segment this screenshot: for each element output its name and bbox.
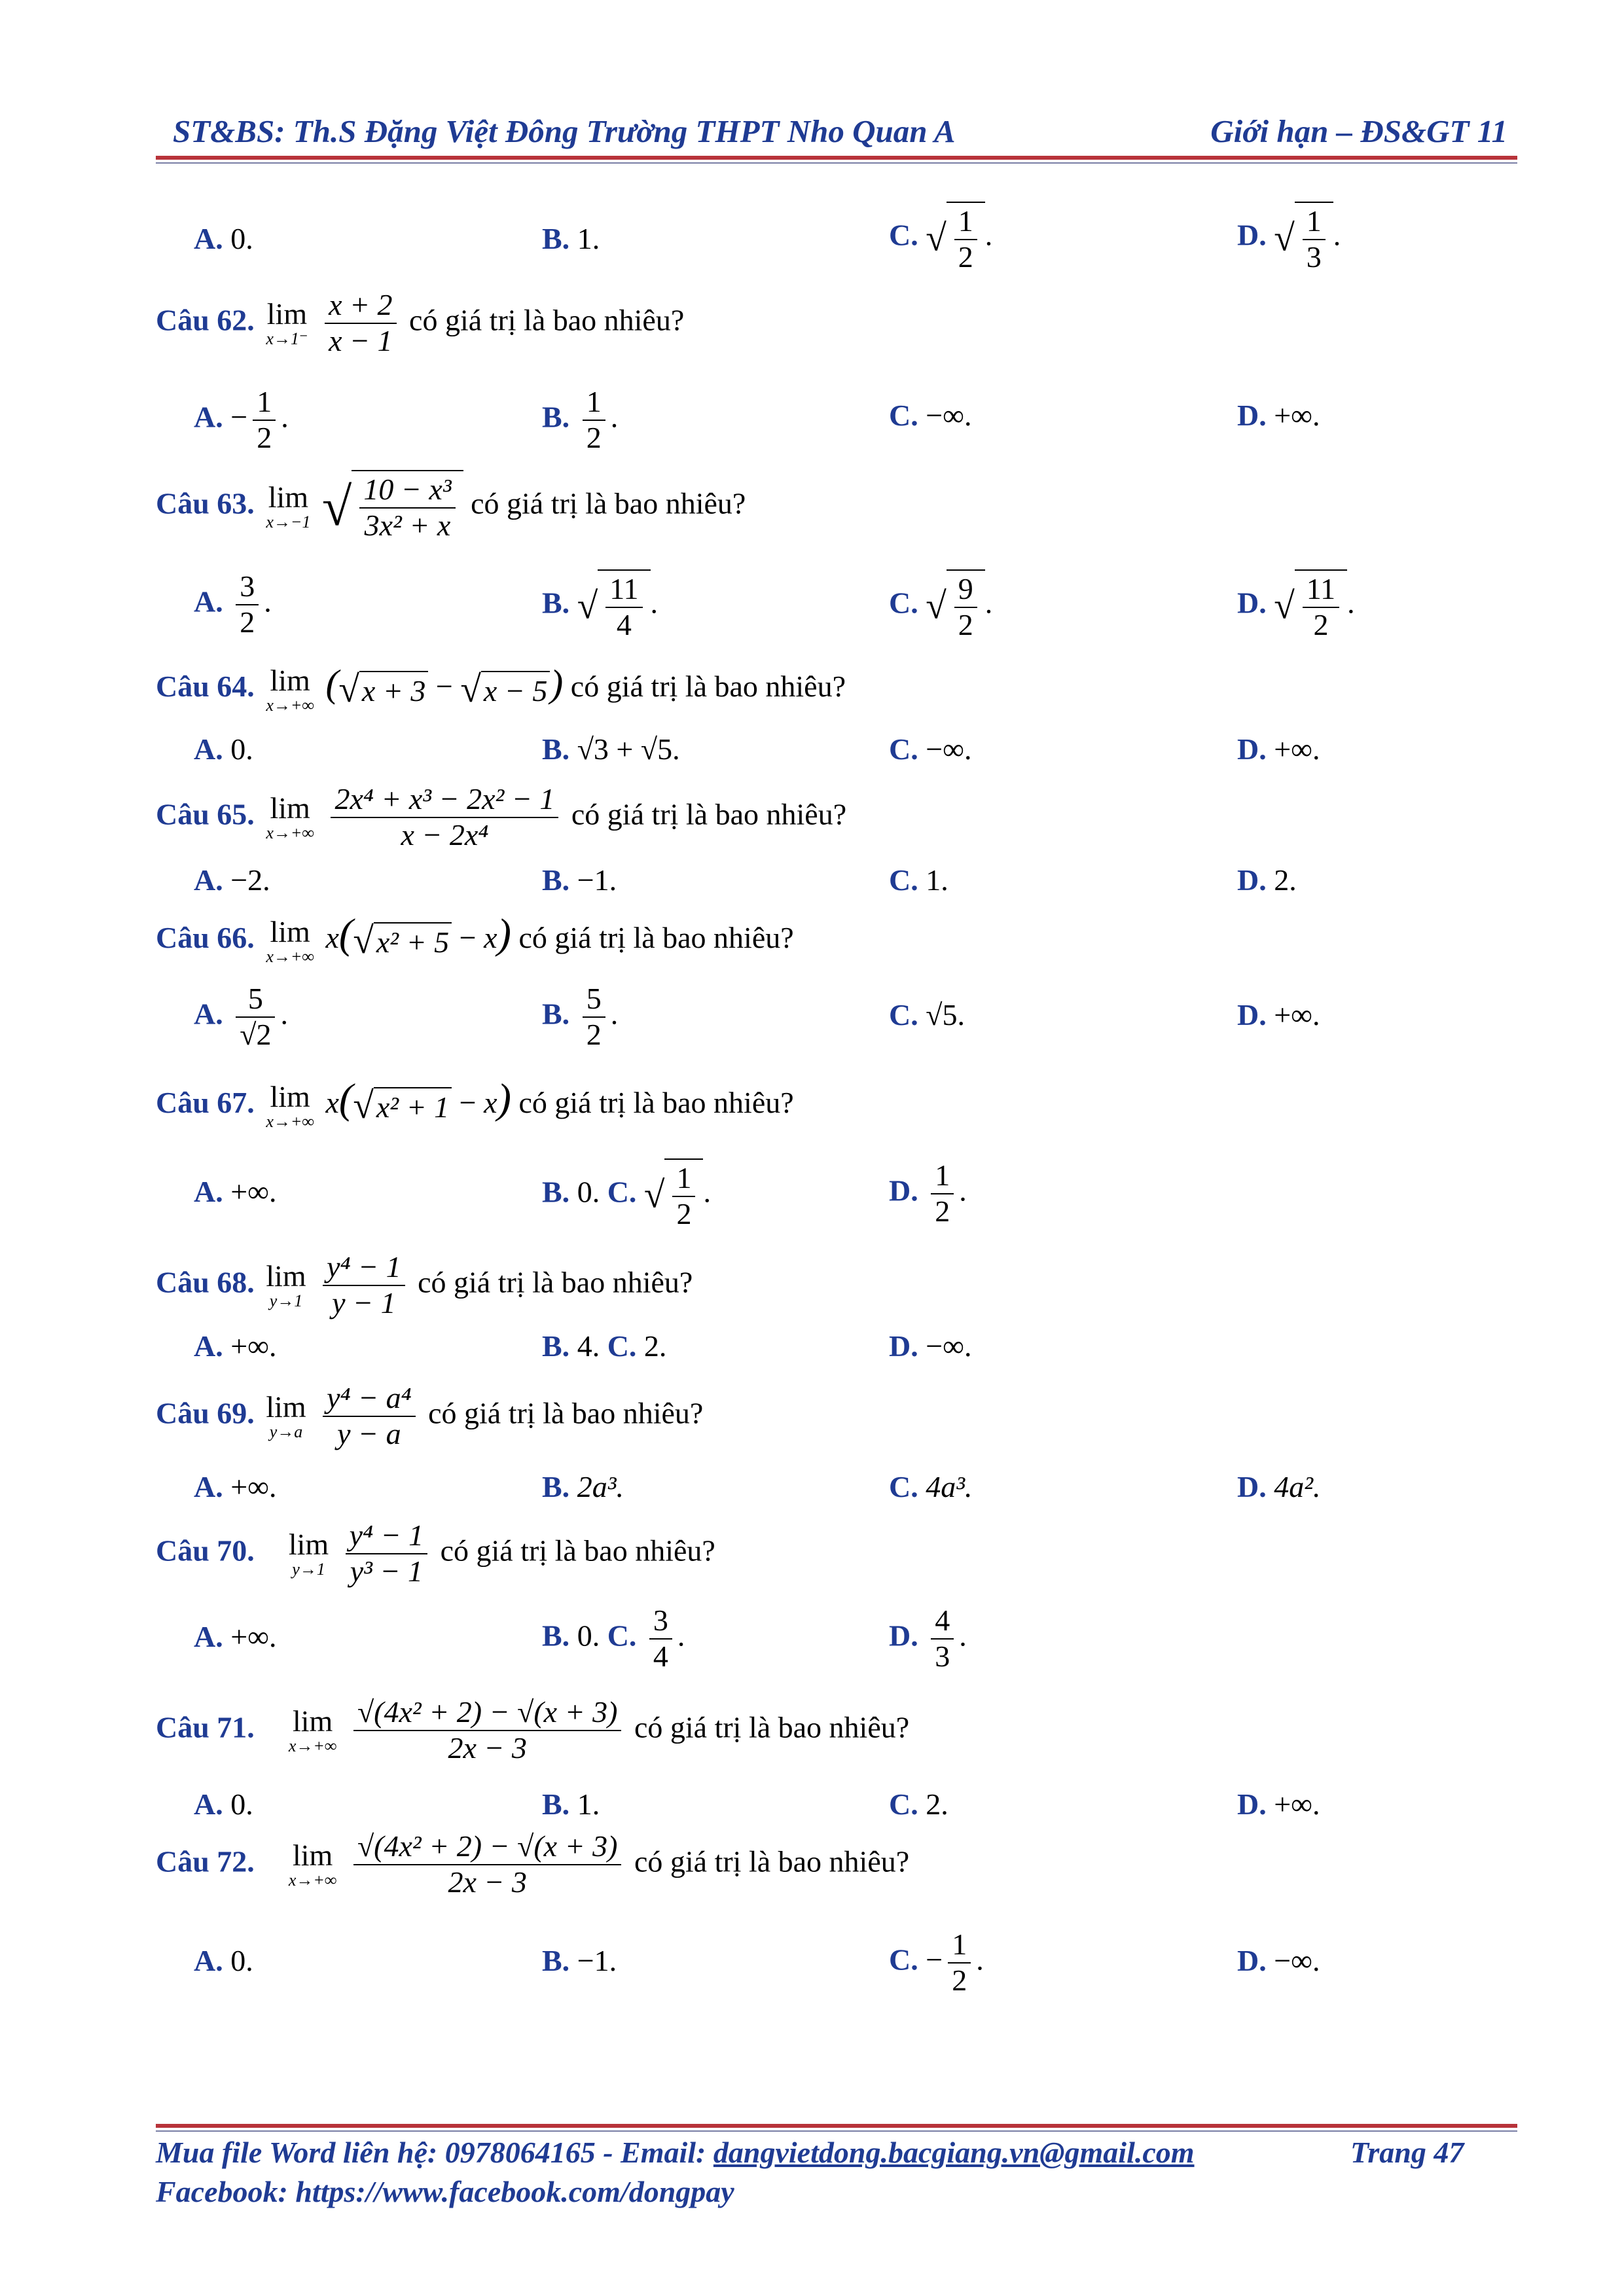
option-c: C. − $\frac{1}{2}$ . — [889, 1928, 984, 1997]
option-b: B. 2a³. — [542, 1470, 624, 1503]
option-a: A. $\frac{5}{√2}$ . — [194, 982, 288, 1051]
option-b: B. 1. — [542, 222, 600, 255]
option-a: A. 0. — [194, 1787, 253, 1821]
option-a: A. +∞. — [194, 1175, 277, 1208]
footer-rule — [156, 2124, 1517, 2128]
option-d: D. $\frac{4}{3}$ . — [889, 1604, 967, 1673]
option-b: B. 1. — [542, 1787, 600, 1821]
option-a: A. −2. — [194, 863, 270, 897]
option-c: C. −∞. — [889, 399, 972, 432]
option-a: A. − $\frac{1}{2}$ . — [194, 385, 289, 454]
header-left-title: ST&BS: Th.S Đặng Việt Đông Trường THPT Nho Quan A — [173, 113, 956, 149]
option-a: A. +∞. — [194, 1620, 277, 1653]
header-right-title: Giới hạn – ĐS&GT 11 — [1210, 113, 1507, 149]
option-c: C. 4a³. — [889, 1470, 973, 1503]
header-rule — [156, 156, 1517, 160]
option-a: A. 0. — [194, 732, 253, 766]
option-a: A. 0. — [194, 222, 253, 255]
option-d: D. +∞. — [1237, 1787, 1320, 1821]
option-d: D. +∞. — [1237, 732, 1320, 766]
option-b: B. −1. — [542, 863, 617, 897]
header-rule-thin — [156, 162, 1517, 164]
option-c: C. √5. — [889, 998, 965, 1031]
option-c: C. 1. — [889, 863, 948, 897]
footer-rule-thin — [156, 2130, 1517, 2132]
page-number: Trang 47 — [1350, 2136, 1464, 2169]
option-d: D. +∞. — [1237, 998, 1320, 1031]
option-c: C. −∞. — [889, 732, 972, 766]
option-d: D. −∞. — [1237, 1944, 1320, 1977]
option-c: C. √ $\frac{9}{2}$ . — [889, 569, 992, 643]
option-c: C. 2. — [889, 1787, 948, 1821]
option-d: D. √ $\frac{1}{3}$ . — [1237, 202, 1341, 275]
email-link[interactable]: dangvietdong.bacgiang.vn@gmail.com — [713, 2136, 1195, 2169]
option-d: D. −∞. — [889, 1329, 972, 1363]
footer-facebook: Facebook: https://www.facebook.com/dongpay — [156, 2175, 734, 2208]
option-d: D. √ $\frac{11}{2}$ . — [1237, 569, 1355, 643]
option-b: B. 4. C. 2. — [542, 1329, 667, 1363]
option-b: B. $\frac{1}{2}$ . — [542, 385, 619, 454]
option-a: A. +∞. — [194, 1329, 277, 1363]
option-b: B. 0. C. √ $\frac{1}{2}$ . — [542, 1158, 711, 1232]
option-a: A. 0. — [194, 1944, 253, 1977]
option-b: B. √ $\frac{11}{4}$ . — [542, 569, 658, 643]
option-b: B. −1. — [542, 1944, 617, 1977]
option-d: D. +∞. — [1237, 399, 1320, 432]
option-b: B. 0. C. $\frac{3}{4}$ . — [542, 1604, 685, 1673]
footer-contact: Mua file Word liên hệ: 0978064165 - Email: dangvietdong.bacgiang.vn@gmail.com — [156, 2136, 1195, 2169]
option-a: A. $\frac{3}{2}$ . — [194, 569, 272, 639]
option-d: D. 2. — [1237, 863, 1297, 897]
option-b: B. $\frac{5}{2}$ . — [542, 982, 619, 1051]
option-d: D. $\frac{1}{2}$ . — [889, 1158, 967, 1228]
option-b: B. √3 + √5. — [542, 732, 680, 766]
option-c: C. √ $\frac{1}{2}$ . — [889, 202, 992, 275]
option-d: D. 4a². — [1237, 1470, 1321, 1503]
option-a: A. +∞. — [194, 1470, 277, 1503]
